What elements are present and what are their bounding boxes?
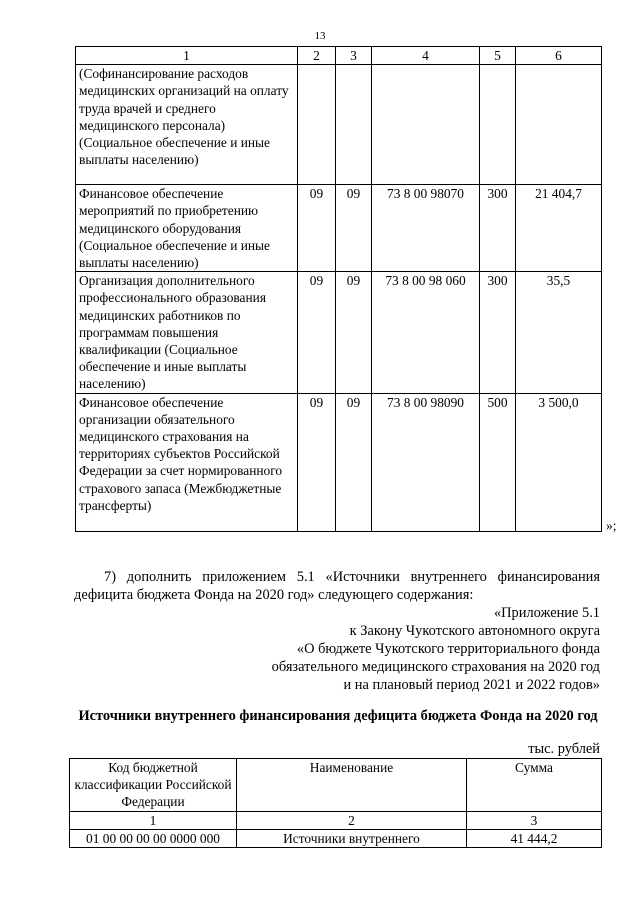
appendix-line: обязательного медицинского страхования на 2020 год — [271, 659, 600, 675]
row-subsection — [336, 65, 372, 185]
row-sum: 41 444,2 — [467, 829, 602, 847]
row-name: Организация дополнительного профессионального образования медицинских работников по программам повышения квалификации (Социальное обеспечение и иные выплаты населению) — [76, 272, 298, 393]
header-cell: 5 — [480, 47, 516, 65]
table-title: Источники внутреннего финансирования дефицита бюджета Фонда на 2020 год — [78, 708, 598, 724]
row-name: Финансовое обеспечение организации обязательного медицинского страхования на территориях субъектов Российской Федерации за счет нормированного страхового запаса (Межбюджетные трансферты) — [76, 393, 298, 531]
appendix-line: и на плановый период 2021 и 2022 годов» — [343, 677, 600, 693]
header-cell: 4 — [372, 47, 480, 65]
header-cell: 2 — [298, 47, 336, 65]
row-amount: 35,5 — [516, 272, 602, 393]
table-row — [76, 65, 602, 185]
row-name: Источники внутреннего — [237, 829, 467, 847]
row-expense-type: 500 — [480, 393, 516, 531]
header-cell: 3 — [336, 47, 372, 65]
row-target-article: 73 8 00 98090 — [372, 393, 480, 531]
row-section: 09 — [298, 393, 336, 531]
column-number: 1 — [70, 811, 237, 829]
row-subsection: 09 — [336, 272, 372, 393]
expenditure-table — [75, 46, 602, 532]
header-cell: 6 — [516, 47, 602, 65]
row-amount — [516, 65, 602, 185]
header-cell: 1 — [76, 47, 298, 65]
row-target-article — [372, 65, 480, 185]
row-amount: 3 500,0 — [516, 393, 602, 531]
header-sum: Сумма — [467, 759, 602, 812]
table-number-row — [70, 811, 602, 829]
page-number: 13 — [314, 30, 326, 42]
row-code: 01 00 00 00 00 0000 000 — [70, 829, 237, 847]
item-7-paragraph: 7) дополнить приложением 5.1 «Источники внутреннего финансирования дефицита бюджета Фонда на 2020 год» следующего содержания: — [74, 569, 600, 603]
appendix-line: «О бюджете Чукотского территориального фонда — [296, 641, 600, 657]
appendix-line: к Закону Чукотского автономного округа — [349, 623, 600, 639]
row-target-article: 73 8 00 98 060 — [372, 272, 480, 393]
column-number: 3 — [467, 811, 602, 829]
row-subsection: 09 — [336, 185, 372, 272]
row-name: (Софинансирование расходов медицинских организаций на оплату труда врачей и среднего медицинского персонала) (Социальное обеспечение и иные выплаты населению) — [76, 65, 298, 185]
table-row — [76, 272, 602, 393]
row-section — [298, 65, 336, 185]
row-name: Финансовое обеспечение мероприятий по приобретению медицинского оборудования (Социальное обеспечение и иные выплаты населению) — [76, 185, 298, 272]
table-header-row — [76, 47, 602, 65]
header-name: Наименование — [237, 759, 467, 812]
table-row — [76, 185, 602, 272]
financing-sources-table — [69, 758, 602, 848]
row-expense-type: 300 — [480, 185, 516, 272]
units-label: тыс. рублей — [528, 741, 600, 757]
column-number: 2 — [237, 811, 467, 829]
header-code: Код бюджетной классификации Российской Федерации — [70, 759, 237, 812]
table-row — [70, 829, 602, 847]
table-header-row — [70, 759, 602, 812]
row-expense-type — [480, 65, 516, 185]
row-section: 09 — [298, 272, 336, 393]
closing-quote-mark: »; — [606, 518, 617, 533]
row-section: 09 — [298, 185, 336, 272]
row-target-article: 73 8 00 98070 — [372, 185, 480, 272]
table-row — [76, 393, 602, 531]
appendix-line: «Приложение 5.1 — [493, 605, 600, 621]
row-amount: 21 404,7 — [516, 185, 602, 272]
row-subsection: 09 — [336, 393, 372, 531]
row-expense-type: 300 — [480, 272, 516, 393]
